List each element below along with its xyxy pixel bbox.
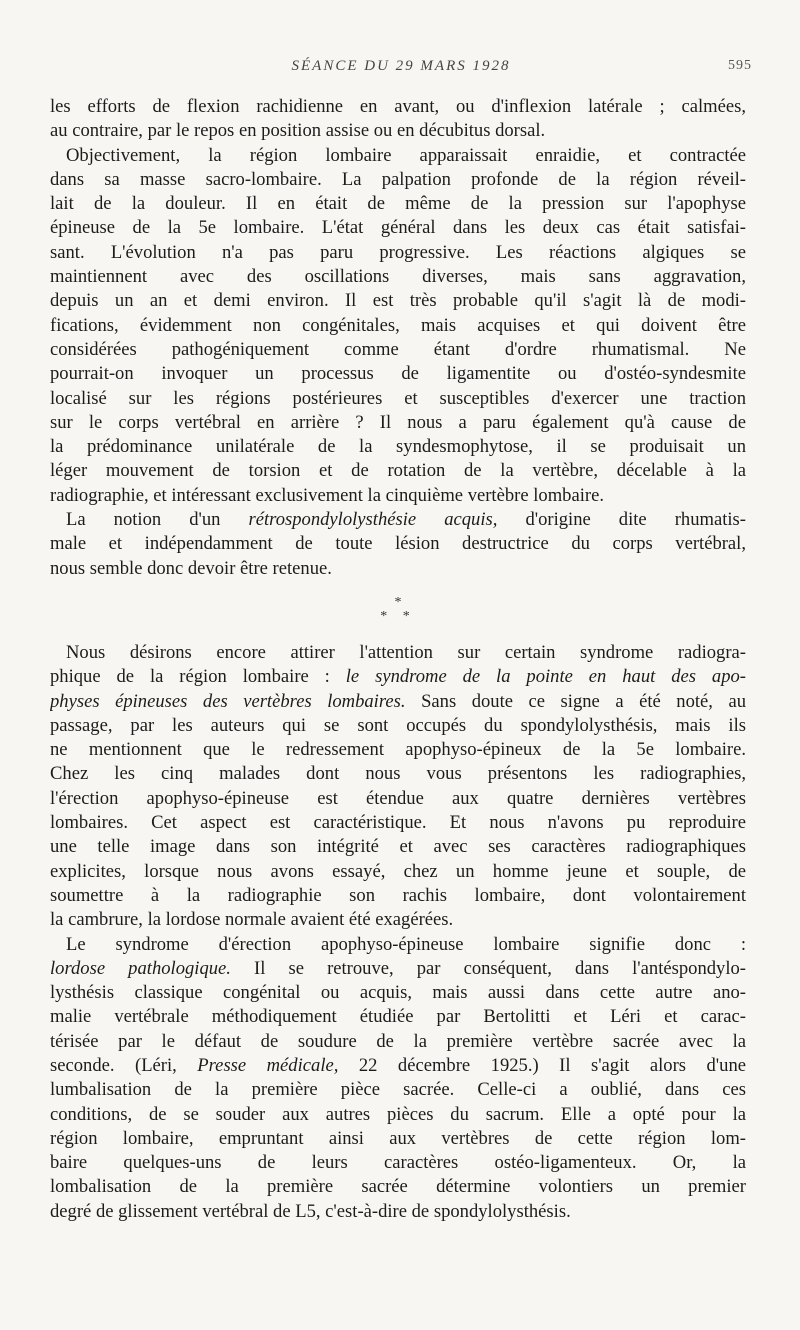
text-line [50,690,746,714]
text-line: lumbalisation de la première pièce sacrée. Celle-ci a oublié, dans ces [50,1079,746,1101]
text-line: pourrait-on invoquer un processus de ligamentite ou d'ostéo-syndesmite [50,363,746,385]
body-text [50,95,746,1224]
asterisk-bottom: * * [380,608,416,624]
text-line: male et indépendamment de toute lésion destructrice du corps vertébral, [50,533,746,555]
text-line: la cambrure, la lordose normale avaient été exagérées. [50,909,454,931]
text-line: ne mentionnent que le redressement apophyso-épineux de la 5e lombaire. [50,739,746,761]
text-line [50,665,746,689]
text-line: Nous désirons encore attirer l'attention sur certain syndrome radiogra- [66,641,746,663]
running-header [50,58,752,80]
section-separator [50,581,746,641]
asterisk-top: * [394,594,402,610]
text-line: soumettre à la radiographie son rachis lombaire, dont volontairement [50,884,746,906]
text-segment: Il se retrouve, par conséquent, dans l'antéspondylo- [230,957,746,979]
text-line: malie vertébrale méthodiquement étudiée par Bertolitti et Léri et carac- [50,1006,746,1028]
text-line: térisée par le défaut de soudure de la première vertèbre sacrée avec la [50,1030,746,1052]
text-line: passage, par les auteurs qui se sont occupés du spondylolysthésis, mais ils [50,714,746,736]
text-line: Le syndrome d'érection apophyso-épineuse lombaire signifie donc : [66,933,746,955]
text-line: épineuse de la 5e lombaire. L'état général dans les deux cas était satisfai- [50,217,746,239]
text-segment: Sans doute ce signe a été noté, au [405,690,746,712]
text-line: conditions, de se souder aux autres pièces du sacrum. Elle a opté pour la [50,1103,746,1125]
italic-term: physes épineuses des vertèbres lombaires. [50,690,406,712]
text-line [50,1054,746,1078]
text-segment: d'origine dite rhumatis- [497,509,746,531]
text-line: lait de la douleur. Il en était de même de la pression sur l'apophyse [50,193,746,215]
text-line: les efforts de flexion rachidienne en avant, ou d'inflexion latérale ; calmées, [50,96,746,117]
text-line [50,508,746,532]
text-line: Chez les cinq malades dont nous vous présentons les radiographies, [50,763,746,785]
text-line: sur le corps vertébral en arrière ? Il nous a paru également qu'à cause de [50,411,746,433]
text-line: fications, évidemment non congénitales, mais acquises et qui doivent être [50,314,746,336]
text-line: Objectivement, la région lombaire apparaissait enraidie, et contractée [66,144,746,166]
italic-term: le syndrome de la pointe en haut des apo- [345,666,746,688]
text-line: radiographie, et intéressant exclusivement la cinquième vertèbre lombaire. [50,484,604,506]
text-line: lombaires. Cet aspect est caractéristique. Et nous n'avons pu reproduire [50,812,746,834]
italic-term: Presse médicale, [197,1054,339,1076]
text-line: l'érection apophyso-épineuse est étendue aux quatre dernières vertèbres [50,787,746,809]
text-segment: 22 décembre 1925.) Il s'agit alors d'une [338,1054,746,1076]
text-segment: phique de la région lombaire : [50,666,346,688]
text-segment: La notion d'un [66,509,249,531]
italic-term: lordose pathologique. [50,957,231,979]
text-line: nous semble donc devoir être retenue. [50,557,332,579]
text-segment: seconde. (Léri, [50,1054,198,1076]
text-line: depuis un an et demi environ. Il est très probable qu'il s'agit là de modi- [50,290,746,312]
text-line: lombalisation de la première sacrée détermine volontiers un premier [50,1176,746,1198]
italic-term: rétrospondylolysthésie acquis, [248,509,498,531]
text-line [50,957,746,981]
text-line: sant. L'évolution n'a pas paru progressive. Les réactions algiques se [50,241,746,263]
text-line: au contraire, par le repos en position assise ou en décubitus dorsal. [50,120,546,142]
text-line: considérées pathogéniquement comme étant d'ordre rhumatismal. Ne [50,338,746,360]
text-line: lysthésis classique congénital ou acquis, mais aussi dans cette autre ano- [50,982,746,1004]
text-line: baire quelques-uns de leurs caractères ostéo-ligamenteux. Or, la [50,1152,746,1174]
text-line: maintiennent avec des oscillations diverses, mais sans aggravation, [50,266,746,288]
text-line: localisé sur les régions postérieures et susceptibles d'exercer une traction [50,387,746,409]
text-line: explicites, lorsque nous avons essayé, chez un homme jeune et souple, de [50,860,746,882]
text-line: région lombaire, empruntant ainsi aux vertèbres de cette région lom- [50,1127,746,1149]
text-line: la prédominance unilatérale de la syndesmophytose, il se produisait un [50,436,746,458]
header-title: SÉANCE DU 29 MARS 1928 [291,58,511,74]
page-number: 595 [728,58,752,73]
text-line: degré de glissement vertébral de L5, c'est-à-dire de spondylolysthésis. [50,1200,571,1222]
text-line: une telle image dans son intégrité et avec ses caractères radiographiques [50,836,746,858]
text-line: dans sa masse sacro-lombaire. La palpation profonde de la région réveil- [50,168,746,190]
text-line: léger mouvement de torsion et de rotation de la vertèbre, décelable à la [50,460,746,482]
